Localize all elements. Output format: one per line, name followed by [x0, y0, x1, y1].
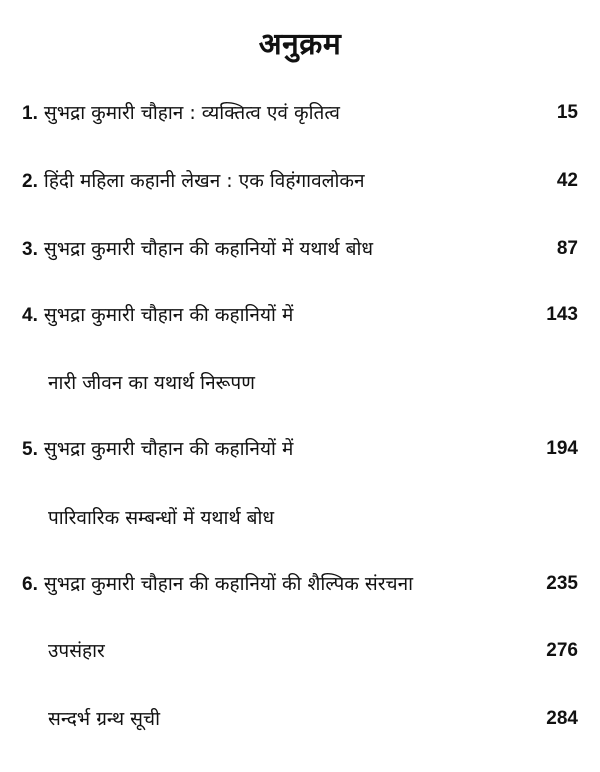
- entry-number: 6.: [22, 574, 38, 595]
- entry-page-number: 284: [546, 708, 578, 729]
- entry-title: सुभद्रा कुमारी चौहान की कहानियों में यथार्थ बोध: [43, 238, 374, 260]
- entry-page-number: 42: [556, 170, 578, 191]
- toc-entry-4-continuation: [48, 370, 255, 396]
- entry-number: 3.: [22, 239, 38, 260]
- entry-title: सुभद्रा कुमारी चौहान की कहानियों की शैल्पिक संरचना: [43, 573, 414, 595]
- entry-page-number: 194: [546, 438, 578, 459]
- entry-number: 2.: [22, 171, 38, 192]
- entry-title: सुभद्रा कुमारी चौहान की कहानियों में: [43, 304, 294, 326]
- entry-title-continuation: नारी जीवन का यथार्थ निरूपण: [48, 372, 255, 394]
- entry-title: सुभद्रा कुमारी चौहान की कहानियों में: [43, 438, 294, 460]
- entry-title: हिंदी महिला कहानी लेखन : एक विहंगावलोकन: [43, 170, 365, 192]
- entry-number: 4.: [22, 305, 38, 326]
- toc-entry-6: [22, 571, 413, 598]
- entry-page-number: 276: [546, 640, 578, 661]
- entry-number: 5.: [22, 439, 38, 460]
- toc-entry-4: [22, 302, 293, 329]
- page-title: अनुक्रम: [258, 27, 342, 62]
- toc-entry-1: [22, 100, 340, 127]
- toc-entry-5: [22, 436, 293, 463]
- entry-page-number: 15: [556, 102, 578, 123]
- entry-page-number: 235: [546, 573, 578, 594]
- toc-entry-conclusion: [48, 638, 105, 664]
- toc-entry-2: [22, 168, 365, 195]
- toc-entry-bibliography: [48, 706, 160, 732]
- toc-entry-5-continuation: [48, 505, 274, 531]
- toc-entry-3: [22, 236, 373, 263]
- entry-page-number: 143: [546, 304, 578, 325]
- entry-title: सुभद्रा कुमारी चौहान : व्यक्तित्व एवं कृतित्व: [43, 102, 340, 124]
- entry-page-number: 87: [556, 238, 578, 259]
- entry-title: सन्दर्भ ग्रन्थ सूची: [48, 708, 161, 730]
- entry-number: 1.: [22, 103, 38, 124]
- entry-title: उपसंहार: [48, 640, 105, 662]
- entry-title-continuation: पारिवारिक सम्बन्धों में यथार्थ बोध: [48, 507, 275, 529]
